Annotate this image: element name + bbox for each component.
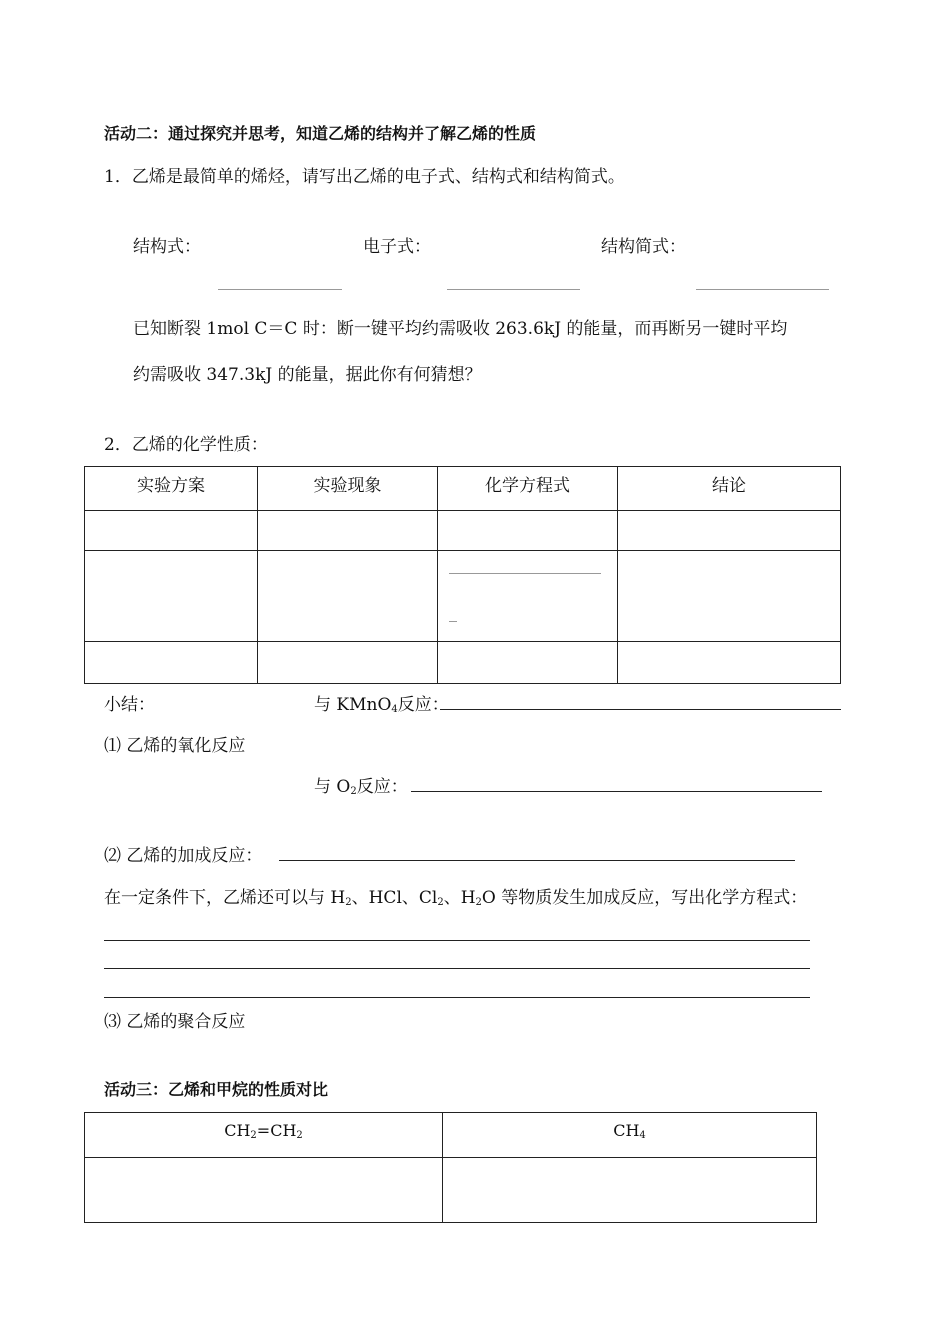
polymerization-reaction-label: ⑶ 乙烯的聚合反应 [104, 1012, 246, 1032]
comparison-header-row [85, 1113, 817, 1158]
answer-blank-electronic[interactable] [447, 289, 580, 290]
header-chemical-equation: 化学方程式 [438, 467, 618, 511]
table-cell[interactable] [438, 511, 618, 551]
question-1: 1．乙烯是最简单的烯烃，请写出乙烯的电子式、结构式和结构简式。 [104, 167, 625, 187]
sub-cl2: 2 [437, 897, 444, 908]
table-row [85, 551, 841, 642]
table-cell[interactable] [618, 551, 841, 642]
ethylene-ch-1: CH [224, 1121, 251, 1140]
conditions-part-d: O 等物质发生加成反应，写出化学方程式： [481, 888, 808, 908]
activity2-title: 活动二：通过探究并思考，知道乙烯的结构并了解乙烯的性质 [104, 124, 537, 143]
methane-ch: CH [613, 1121, 640, 1140]
table-cell[interactable] [85, 511, 258, 551]
ethylene-sub-2: 2 [296, 1130, 303, 1141]
methane-sub: 4 [639, 1130, 646, 1141]
ethylene-sub-1: 2 [250, 1130, 257, 1141]
label-simplified-formula: 结构简式： [601, 237, 686, 257]
table-row [85, 642, 841, 684]
table-row [85, 511, 841, 551]
comparison-row [85, 1158, 817, 1223]
table-header-row [85, 467, 841, 511]
header-conclusion: 结论 [618, 467, 841, 511]
table-cell[interactable] [438, 642, 618, 684]
sub-h2o: 2 [475, 897, 482, 908]
table-cell[interactable] [258, 551, 438, 642]
equation-answer-line-1[interactable] [104, 940, 810, 941]
kmno4-pre: 与 KMnO [314, 695, 392, 715]
addition-reaction-label: ⑵ 乙烯的加成反应： [104, 846, 263, 866]
header-experiment-plan: 实验方案 [85, 467, 258, 511]
question-2: 2．乙烯的化学性质： [104, 435, 268, 455]
table-cell[interactable] [85, 551, 258, 642]
kmno4-answer-line[interactable] [440, 709, 841, 710]
label-structural-formula: 结构式： [133, 237, 201, 257]
answer-blank-structural[interactable] [218, 289, 342, 290]
kmno4-reaction-label [314, 690, 449, 715]
o2-pre: 与 O [314, 777, 351, 797]
table-cell[interactable] [258, 642, 438, 684]
table-cell-equation[interactable] [438, 551, 618, 642]
table-cell[interactable] [258, 511, 438, 551]
chemical-properties-table [84, 466, 841, 684]
o2-answer-line[interactable] [411, 791, 822, 792]
conditions-part-b: 、HCl、Cl [351, 888, 438, 908]
label-electronic-formula: 电子式： [363, 237, 431, 257]
activity3-title: 活动三：乙烯和甲烷的性质对比 [104, 1080, 329, 1099]
kmno4-sub: 4 [391, 704, 398, 715]
conditions-part-c: 、H [443, 888, 476, 908]
bond-energy-text-line2: 约需吸收 347.3kJ 的能量，据此你有何猜想？ [133, 365, 482, 385]
sub-h2: 2 [345, 897, 352, 908]
equation-blank-tail [449, 621, 457, 622]
kmno4-post: 反应： [397, 695, 449, 715]
summary-label: 小结： [104, 695, 155, 715]
addition-conditions-text [104, 883, 807, 908]
equation-answer-line-3[interactable] [104, 997, 810, 998]
oxidation-reaction-label: ⑴ 乙烯的氧化反应 [104, 736, 246, 756]
answer-blank-simplified[interactable] [696, 289, 829, 290]
table-cell[interactable] [618, 511, 841, 551]
comparison-cell-ethylene[interactable] [85, 1158, 443, 1223]
header-experiment-phenomenon: 实验现象 [258, 467, 438, 511]
table-cell[interactable] [618, 642, 841, 684]
ethylene-ch-2: =CH [256, 1121, 297, 1140]
equation-blank-line [449, 573, 601, 574]
table-cell[interactable] [85, 642, 258, 684]
addition-answer-line[interactable] [279, 860, 795, 861]
conditions-part-a: 在一定条件下，乙烯还可以与 H [104, 888, 346, 908]
header-methane [443, 1113, 817, 1158]
bond-energy-text-line1: 已知断裂 1mol C＝C 时：断一键平均约需吸收 263.6kJ 的能量，而再断另一键时平均 [133, 319, 788, 339]
equation-answer-line-2[interactable] [104, 968, 810, 969]
header-ethylene [85, 1113, 443, 1158]
o2-reaction-label [314, 772, 408, 797]
o2-post: 反应： [356, 777, 408, 797]
comparison-table [84, 1112, 817, 1223]
o2-sub: 2 [350, 786, 357, 797]
comparison-cell-methane[interactable] [443, 1158, 817, 1223]
